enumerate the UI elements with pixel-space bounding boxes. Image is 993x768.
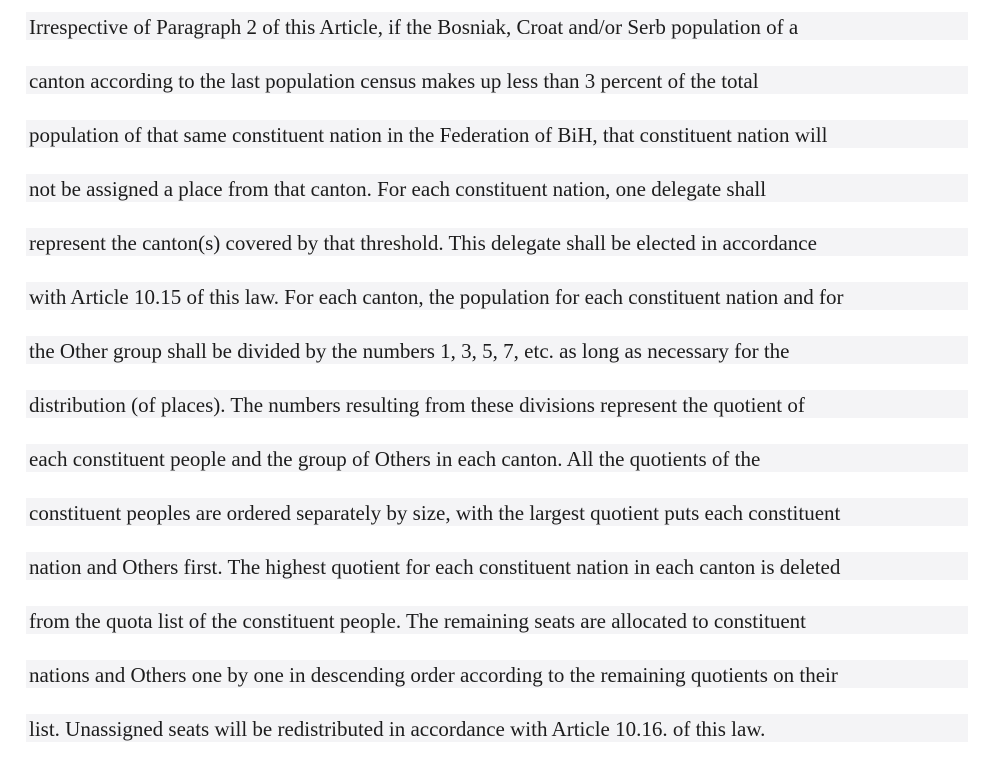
text-line [26,66,968,120]
line-text: population of that same constituent nation in the Federation of BiH, that constituent nation will [29,123,828,147]
line-text: not be assigned a place from that canton. For each constituent nation, one delegate shall [29,177,767,201]
line-text: distribution (of places). The numbers resulting from these divisions represent the quotient of [29,393,805,417]
text-line [26,228,968,282]
line-text: constituent peoples are ordered separately by size, with the largest quotient puts each constituent [29,501,841,525]
text-line [26,336,968,390]
text-line [26,606,968,660]
text-line [26,282,968,336]
line-text: with Article 10.15 of this law. For each canton, the population for each constituent nation and for [29,285,844,309]
text-line [26,498,968,552]
text-line [26,174,968,228]
line-text: canton according to the last population census makes up less than 3 percent of the total [29,69,759,93]
line-text: represent the canton(s) covered by that threshold. This delegate shall be elected in accordance [29,231,817,255]
text-line [26,12,968,66]
line-text: the Other group shall be divided by the numbers 1, 3, 5, 7, etc. as long as necessary for the [29,339,790,363]
line-text: Irrespective of Paragraph 2 of this Article, if the Bosniak, Croat and/or Serb population of a [29,15,799,39]
line-text: each constituent people and the group of Others in each canton. All the quotients of the [29,447,761,471]
text-line [26,660,968,714]
document-body [26,12,968,768]
line-text: nations and Others one by one in descending order according to the remaining quotients on their [29,663,838,687]
text-line [26,390,968,444]
line-text: list. Unassigned seats will be redistributed in accordance with Article 10.16. of this law. [29,717,766,741]
line-text: from the quota list of the constituent people. The remaining seats are allocated to constituent [29,609,806,633]
line-text: nation and Others first. The highest quotient for each constituent nation in each canton is deleted [29,555,841,579]
text-line [26,444,968,498]
text-line [26,714,968,768]
text-line [26,120,968,174]
text-line [26,552,968,606]
